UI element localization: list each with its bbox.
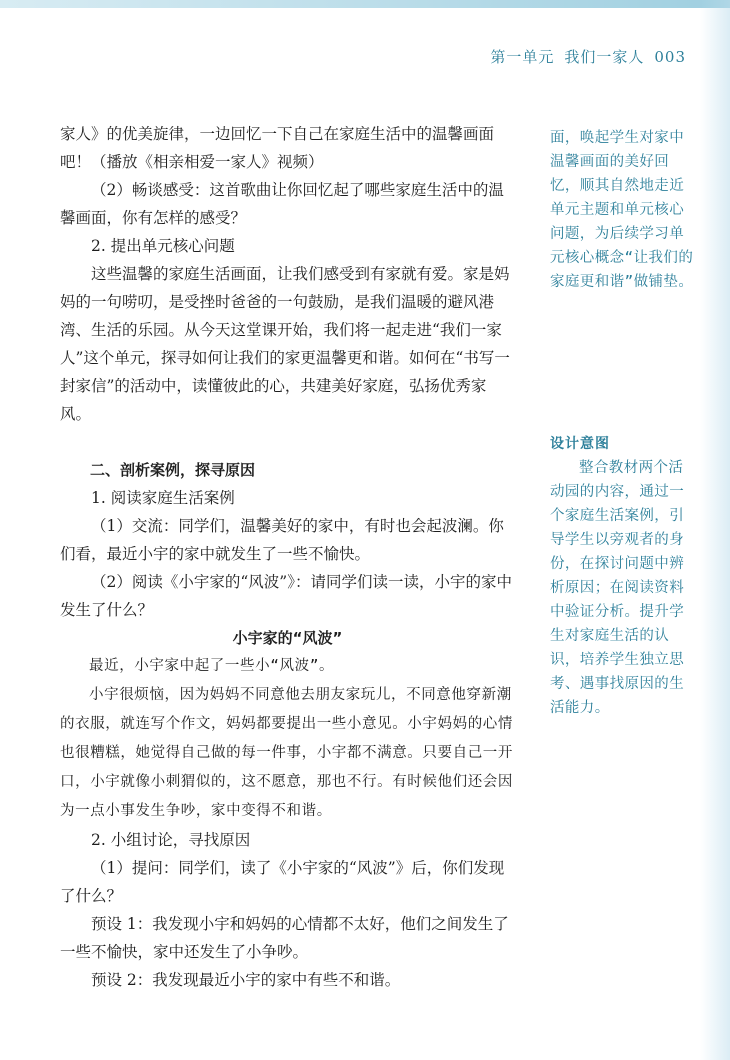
design-intent-text: 整合教材两个活动园的内容，通过一个家庭生活案例，引导学生以旁观者的身份，在探讨问题中辨析原因；在阅读资料中验证分析。提升学生对家庭生活的认识，培养学生独立思考、遇事找原因的生活能力。 bbox=[550, 460, 685, 716]
main-column bbox=[60, 120, 515, 994]
header-title: 我们一家人 bbox=[564, 48, 645, 66]
subheading: 2. 提出单元核心问题 bbox=[91, 237, 235, 255]
paragraph: （1）提问：同学们，读了《小宇家的“风波”》后，你们发现了什么？ bbox=[60, 859, 505, 905]
paragraph: （2）阅读《小宇家的“风波”》：请同学们读一读，小宇的家中发生了什么？ bbox=[60, 573, 512, 619]
header-unit: 第一单元 bbox=[490, 48, 555, 66]
page-edge-shade bbox=[700, 0, 730, 1060]
paragraph: 这些温馨的家庭生活画面，让我们感受到有家就有爱。家是妈妈的一句唠叨，是受挫时爸爸的一句鼓励，是我们温暖的避风港湾、生活的乐园。从今天这堂课开始，我们将一起走进“我们一家人”这个单元，探寻如何让我们的家更温馨更和谐。如何在“书写一封家信”的活动中，读懂彼此的心，共建美好家庭，弘扬优秀家风。 bbox=[60, 265, 510, 423]
story-paragraph: 最近，小宇家中起了一些小“风波”。 bbox=[89, 658, 335, 674]
paragraph: （1）交流：同学们，温馨美好的家中，有时也会起波澜。你们看，最近小宇的家中就发生了一些不愉快。 bbox=[60, 517, 504, 563]
design-intent-title: 设计意图 bbox=[550, 436, 610, 452]
design-intent-box bbox=[550, 432, 698, 720]
story-paragraph: 小宇很烦恼，因为妈妈不同意他去朋友家玩儿，不同意他穿新潮的衣服，就连写个作文，妈妈都要提出一些小意见。小宇妈妈的心情也很糟糕，她觉得自己做的每一件事，小宇都不满意。只要自己一开口，小宇就像小刺猬似的，这不愿意，那也不行。有时候他们还会因为一点小事发生争吵，家中变得不和谐。 bbox=[60, 687, 513, 819]
paragraph: 预设 2：我发现最近小宇的家中有些不和谐。 bbox=[91, 971, 401, 989]
story-title: 小宇家的“风波” bbox=[232, 629, 343, 647]
paragraph: 家人》的优美旋律，一边回忆一下自己在家庭生活中的温馨画面吧！（播放《相亲相爱一家人》视频） bbox=[60, 125, 495, 171]
subheading: 1. 阅读家庭生活案例 bbox=[91, 489, 235, 507]
page-number: 003 bbox=[654, 48, 686, 66]
subheading: 2. 小组讨论，寻找原因 bbox=[91, 831, 251, 849]
running-header bbox=[490, 46, 686, 67]
sidebar-note-text: 面，唤起学生对家中温馨画面的美好回忆，顺其自然地走近单元主题和单元核心问题，为后续学习单元核心概念“让我们的家庭更和谐”做铺垫。 bbox=[550, 130, 694, 290]
paragraph: （2）畅谈感受：这首歌曲让你回忆起了哪些家庭生活中的温馨画面，你有怎样的感受？ bbox=[60, 181, 504, 227]
top-color-band bbox=[0, 0, 730, 8]
sidebar-note bbox=[550, 126, 698, 294]
paragraph: 预设 1：我发现小宇和妈妈的心情都不太好，他们之间发生了一些不愉快，家中还发生了小争吵。 bbox=[60, 915, 509, 961]
section-heading: 二、剖析案例，探寻原因 bbox=[90, 461, 256, 479]
